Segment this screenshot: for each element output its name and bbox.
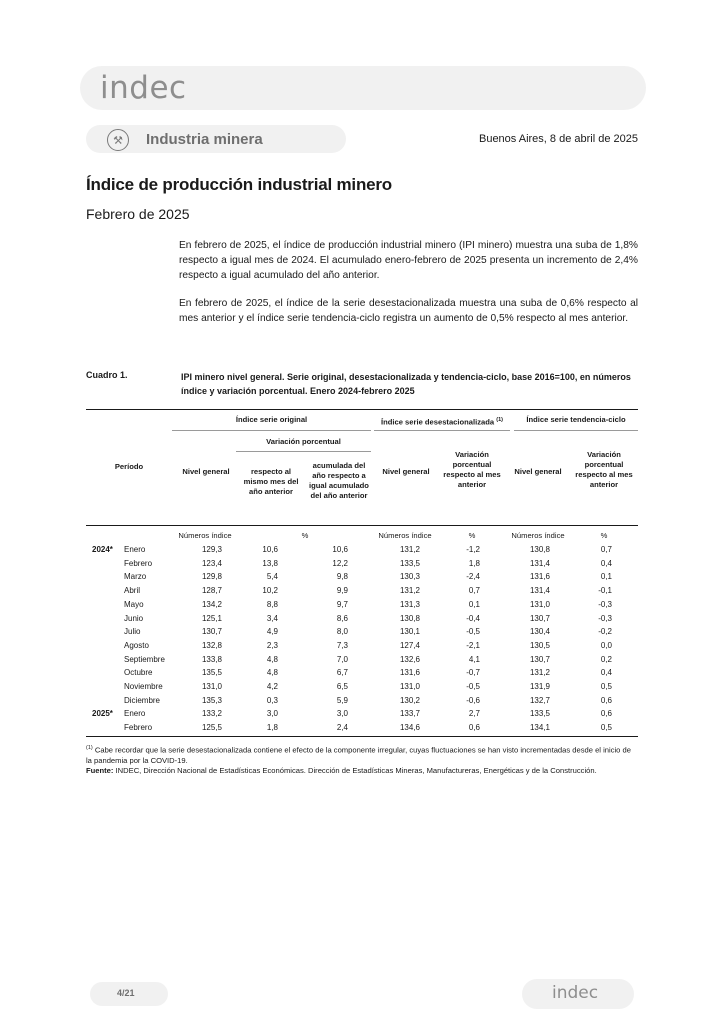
desest-index-cell: 133,7 bbox=[399, 709, 420, 719]
desest-index-cell: 131,2 bbox=[399, 586, 420, 596]
header-nivel-original: Nivel general bbox=[182, 467, 230, 476]
table-row bbox=[86, 723, 638, 736]
tendencia-change-cell: 0,7 bbox=[600, 545, 612, 554]
unit-tendencia-index: Números índice bbox=[511, 531, 565, 540]
page-number: 4/21 bbox=[117, 988, 135, 998]
month-cell: Marzo bbox=[124, 572, 147, 582]
cumulative-change-cell: 6,5 bbox=[336, 682, 348, 691]
desest-change-cell: 0,7 bbox=[468, 586, 480, 596]
table-row bbox=[86, 614, 638, 627]
original-index-cell: 128,7 bbox=[201, 586, 222, 596]
month-cell: Febrero bbox=[124, 723, 153, 733]
original-index-cell: 125,1 bbox=[201, 613, 222, 623]
desest-index-cell: 130,3 bbox=[399, 572, 420, 582]
header-rule-variacion bbox=[236, 451, 371, 452]
tendencia-change-cell: 0,5 bbox=[600, 723, 612, 733]
desest-change-cell: 0,6 bbox=[468, 723, 480, 733]
desest-index-cell: 134,6 bbox=[399, 723, 420, 733]
cumulative-change-cell: 10,6 bbox=[332, 545, 348, 554]
tendencia-index-cell: 130,8 bbox=[529, 545, 550, 554]
yoy-change-cell: 4,2 bbox=[266, 682, 278, 691]
original-index-cell: 125,5 bbox=[201, 723, 222, 733]
unit-original-pct: % bbox=[301, 531, 309, 540]
tendencia-index-cell: 131,6 bbox=[529, 572, 550, 582]
tendencia-change-cell: 0,4 bbox=[600, 668, 612, 678]
yoy-change-cell: 2,3 bbox=[266, 640, 278, 650]
year-cell: 2024* bbox=[92, 545, 113, 554]
indec-logo: indec bbox=[100, 70, 187, 106]
header-var-desest: Variación porcentual respecto al mes anterior bbox=[443, 450, 501, 489]
footnote-mark: (1) bbox=[86, 745, 93, 751]
desest-index-cell: 131,0 bbox=[399, 682, 420, 691]
table-row bbox=[86, 668, 638, 681]
desest-change-cell: 4,1 bbox=[468, 654, 480, 664]
desest-index-cell: 133,5 bbox=[399, 558, 420, 568]
header-respecto: respecto al mismo mes del año anterior bbox=[243, 467, 299, 496]
desest-change-cell: -0,6 bbox=[466, 695, 480, 705]
header-original: Índice serie original bbox=[235, 415, 308, 424]
month-cell: Julio bbox=[124, 627, 141, 637]
tendencia-index-cell: 131,4 bbox=[529, 558, 550, 568]
table-bottom-rule bbox=[86, 736, 638, 737]
tendencia-change-cell: 0,1 bbox=[600, 572, 612, 582]
cumulative-change-cell: 8,0 bbox=[336, 627, 348, 637]
cumulative-change-cell: 5,9 bbox=[336, 695, 348, 705]
original-index-cell: 131,0 bbox=[201, 682, 222, 691]
yoy-change-cell: 10,2 bbox=[262, 586, 278, 596]
desest-index-cell: 131,2 bbox=[399, 545, 420, 554]
desest-index-cell: 130,2 bbox=[399, 695, 420, 705]
header-nivel-tendencia: Nivel general bbox=[514, 467, 562, 476]
desest-change-cell: -0,5 bbox=[466, 682, 480, 691]
month-cell: Diciembre bbox=[124, 695, 161, 705]
header-nivel-desest: Nivel general bbox=[382, 467, 430, 476]
yoy-change-cell: 0,3 bbox=[266, 695, 278, 705]
tendencia-index-cell: 130,7 bbox=[529, 654, 550, 664]
original-index-cell: 129,8 bbox=[201, 572, 222, 582]
desest-change-cell: -2,4 bbox=[466, 572, 480, 582]
month-cell: Enero bbox=[124, 545, 146, 554]
table-row bbox=[86, 600, 638, 613]
desest-change-cell: -0,7 bbox=[466, 668, 480, 678]
desest-index-cell: 130,1 bbox=[399, 627, 420, 637]
page-subtitle: Febrero de 2025 bbox=[86, 206, 190, 222]
header-variacion: Variación porcentual bbox=[266, 437, 341, 446]
table-top-rule bbox=[86, 409, 638, 410]
cumulative-change-cell: 7,0 bbox=[336, 654, 348, 664]
table-row bbox=[86, 641, 638, 654]
table-footnote bbox=[86, 743, 638, 766]
table-row bbox=[86, 586, 638, 599]
cumulative-change-cell: 2,4 bbox=[336, 723, 348, 733]
month-cell: Octubre bbox=[124, 668, 153, 678]
cumulative-change-cell: 9,8 bbox=[336, 572, 348, 582]
original-index-cell: 135,3 bbox=[201, 695, 222, 705]
tendencia-index-cell: 131,2 bbox=[529, 668, 550, 678]
original-index-cell: 133,2 bbox=[201, 709, 222, 719]
header-var-tendencia: Variación porcentual respecto al mes anterior bbox=[575, 450, 633, 489]
original-index-cell: 134,2 bbox=[201, 599, 222, 609]
yoy-change-cell: 10,6 bbox=[262, 545, 278, 554]
table-row bbox=[86, 709, 638, 722]
table-row bbox=[86, 696, 638, 709]
tendencia-index-cell: 133,5 bbox=[529, 709, 550, 719]
header-periodo: Período bbox=[114, 462, 144, 471]
tendencia-index-cell: 134,1 bbox=[529, 723, 550, 733]
tendencia-change-cell: 0,4 bbox=[600, 558, 612, 568]
tendencia-index-cell: 130,5 bbox=[529, 640, 550, 650]
table-row bbox=[86, 545, 638, 558]
tendencia-change-cell: 0,2 bbox=[600, 654, 612, 664]
month-cell: Septiembre bbox=[124, 654, 165, 664]
month-cell: Enero bbox=[124, 709, 146, 719]
desest-index-cell: 127,4 bbox=[399, 640, 420, 650]
desest-change-cell: -0,4 bbox=[466, 613, 480, 623]
tendencia-change-cell: -0,2 bbox=[598, 627, 612, 637]
table-title: IPI minero nivel general. Serie original, desestacionalizada y tendencia-ciclo, base 2016=100, en números índice y variación porcentual. Enero 2024-febrero 2025 bbox=[181, 372, 631, 396]
source-label: Fuente: bbox=[86, 766, 114, 775]
month-cell: Agosto bbox=[124, 640, 149, 650]
cumulative-change-cell: 7,3 bbox=[336, 640, 348, 650]
month-cell: Febrero bbox=[124, 558, 153, 568]
cumulative-change-cell: 6,7 bbox=[336, 668, 348, 678]
desest-change-cell: -0,5 bbox=[466, 627, 480, 637]
section-label: Industria minera bbox=[146, 131, 263, 148]
yoy-change-cell: 3,4 bbox=[266, 613, 278, 623]
header-rule-tendencia bbox=[514, 430, 638, 431]
table-row bbox=[86, 682, 638, 695]
table-label: Cuadro 1. bbox=[86, 370, 128, 380]
yoy-change-cell: 3,0 bbox=[266, 709, 278, 719]
unit-desest-index: Números índice bbox=[378, 531, 432, 540]
cumulative-change-cell: 12,2 bbox=[332, 558, 348, 568]
tendencia-index-cell: 131,9 bbox=[529, 682, 550, 691]
cumulative-change-cell: 9,9 bbox=[336, 586, 348, 596]
month-cell: Junio bbox=[124, 613, 144, 623]
desest-index-cell: 131,3 bbox=[399, 599, 420, 609]
tendencia-change-cell: 0,6 bbox=[600, 695, 612, 705]
original-index-cell: 132,8 bbox=[201, 640, 222, 650]
tendencia-change-cell: 0,5 bbox=[600, 682, 612, 691]
summary-paragraph-1: En febrero de 2025, el índice de producción industrial minero (IPI minero) muestra una suba de 1,8% respecto a igual mes de 2024. El acumulado enero-febrero de 2025 presenta un incremento de 2,4% respecto a igual acumulado del año anterior. bbox=[179, 240, 638, 281]
mining-emblem-icon: ⚒ bbox=[107, 129, 129, 151]
header-tendencia: Índice serie tendencia-ciclo bbox=[526, 415, 626, 424]
year-cell: 2025* bbox=[92, 709, 113, 719]
table-row bbox=[86, 655, 638, 668]
tendencia-change-cell: -0,3 bbox=[598, 613, 612, 623]
tendencia-index-cell: 132,7 bbox=[529, 695, 550, 705]
desest-change-cell: -2,1 bbox=[466, 640, 480, 650]
table-source bbox=[86, 766, 646, 776]
tendencia-index-cell: 130,7 bbox=[529, 613, 550, 623]
footer-indec-logo: indec bbox=[552, 983, 599, 1003]
yoy-change-cell: 13,8 bbox=[262, 558, 278, 568]
desest-index-cell: 132,6 bbox=[399, 654, 420, 664]
yoy-change-cell: 1,8 bbox=[266, 723, 278, 733]
original-index-cell: 133,8 bbox=[201, 654, 222, 664]
month-cell: Mayo bbox=[124, 599, 144, 609]
unit-original-index: Números índice bbox=[178, 531, 232, 540]
tendencia-change-cell: -0,1 bbox=[598, 586, 612, 596]
cumulative-change-cell: 3,0 bbox=[336, 709, 348, 719]
dateline: Buenos Aires, 8 de abril de 2025 bbox=[478, 133, 638, 145]
desest-change-cell: 0,1 bbox=[468, 599, 480, 609]
table-row bbox=[86, 559, 638, 572]
tendencia-index-cell: 131,0 bbox=[529, 599, 550, 609]
yoy-change-cell: 4,8 bbox=[266, 654, 278, 664]
footnote-text: Cabe recordar que la serie desestacionalizada contiene el efecto de la componente irregular, cuyas fluctuaciones se han visto incrementadas desde el inicio de la pandemia por la COVID-19. bbox=[86, 745, 631, 765]
original-index-cell: 129,3 bbox=[201, 545, 222, 554]
tendencia-change-cell: 0,0 bbox=[600, 640, 612, 650]
month-cell: Noviembre bbox=[124, 682, 163, 691]
original-index-cell: 130,7 bbox=[201, 627, 222, 637]
yoy-change-cell: 4,9 bbox=[266, 627, 278, 637]
yoy-change-cell: 5,4 bbox=[266, 572, 278, 582]
header-bottom-rule bbox=[86, 525, 638, 526]
desest-change-cell: 2,7 bbox=[468, 709, 480, 719]
tendencia-index-cell: 131,4 bbox=[529, 586, 550, 596]
original-index-cell: 123,4 bbox=[201, 558, 222, 568]
tendencia-change-cell: 0,6 bbox=[600, 709, 612, 719]
desest-index-cell: 131,6 bbox=[399, 668, 420, 678]
table-row bbox=[86, 572, 638, 585]
summary-paragraph-2: En febrero de 2025, el índice de la serie desestacionalizada muestra una suba de 0,6% respecto al mes anterior y el índice serie tendencia-ciclo registra un aumento de 0,5% respecto al mes anterior. bbox=[179, 298, 638, 324]
month-cell: Abril bbox=[124, 586, 141, 596]
unit-tendencia-pct: % bbox=[600, 531, 608, 540]
unit-desest-pct: % bbox=[468, 531, 476, 540]
header-desest bbox=[374, 415, 510, 428]
source-text: INDEC, Dirección Nacional de Estadísticas Económicas. Dirección de Estadísticas Mineras, Manufactureras, Energéticas y de la Construcción. bbox=[115, 766, 597, 775]
desest-index-cell: 130,8 bbox=[399, 613, 420, 623]
header-rule-desest bbox=[374, 430, 510, 431]
header-desest-label: Índice serie desestacionalizada bbox=[381, 417, 495, 427]
page-title: Índice de producción industrial minero bbox=[86, 175, 392, 194]
desest-change-cell: -1,2 bbox=[466, 545, 480, 554]
tendencia-index-cell: 130,4 bbox=[529, 627, 550, 637]
yoy-change-cell: 4,8 bbox=[266, 668, 278, 678]
original-index-cell: 135,5 bbox=[201, 668, 222, 678]
cumulative-change-cell: 9,7 bbox=[336, 599, 348, 609]
header-acumulada: acumulada del año respecto a igual acumulado del año anterior bbox=[309, 461, 369, 500]
desest-change-cell: 1,8 bbox=[468, 558, 480, 568]
header-desest-note: (1) bbox=[496, 417, 503, 423]
table-row bbox=[86, 627, 638, 640]
tendencia-change-cell: -0,3 bbox=[598, 599, 612, 609]
cumulative-change-cell: 8,6 bbox=[336, 613, 348, 623]
yoy-change-cell: 8,8 bbox=[266, 599, 278, 609]
header-rule-original bbox=[172, 430, 371, 431]
